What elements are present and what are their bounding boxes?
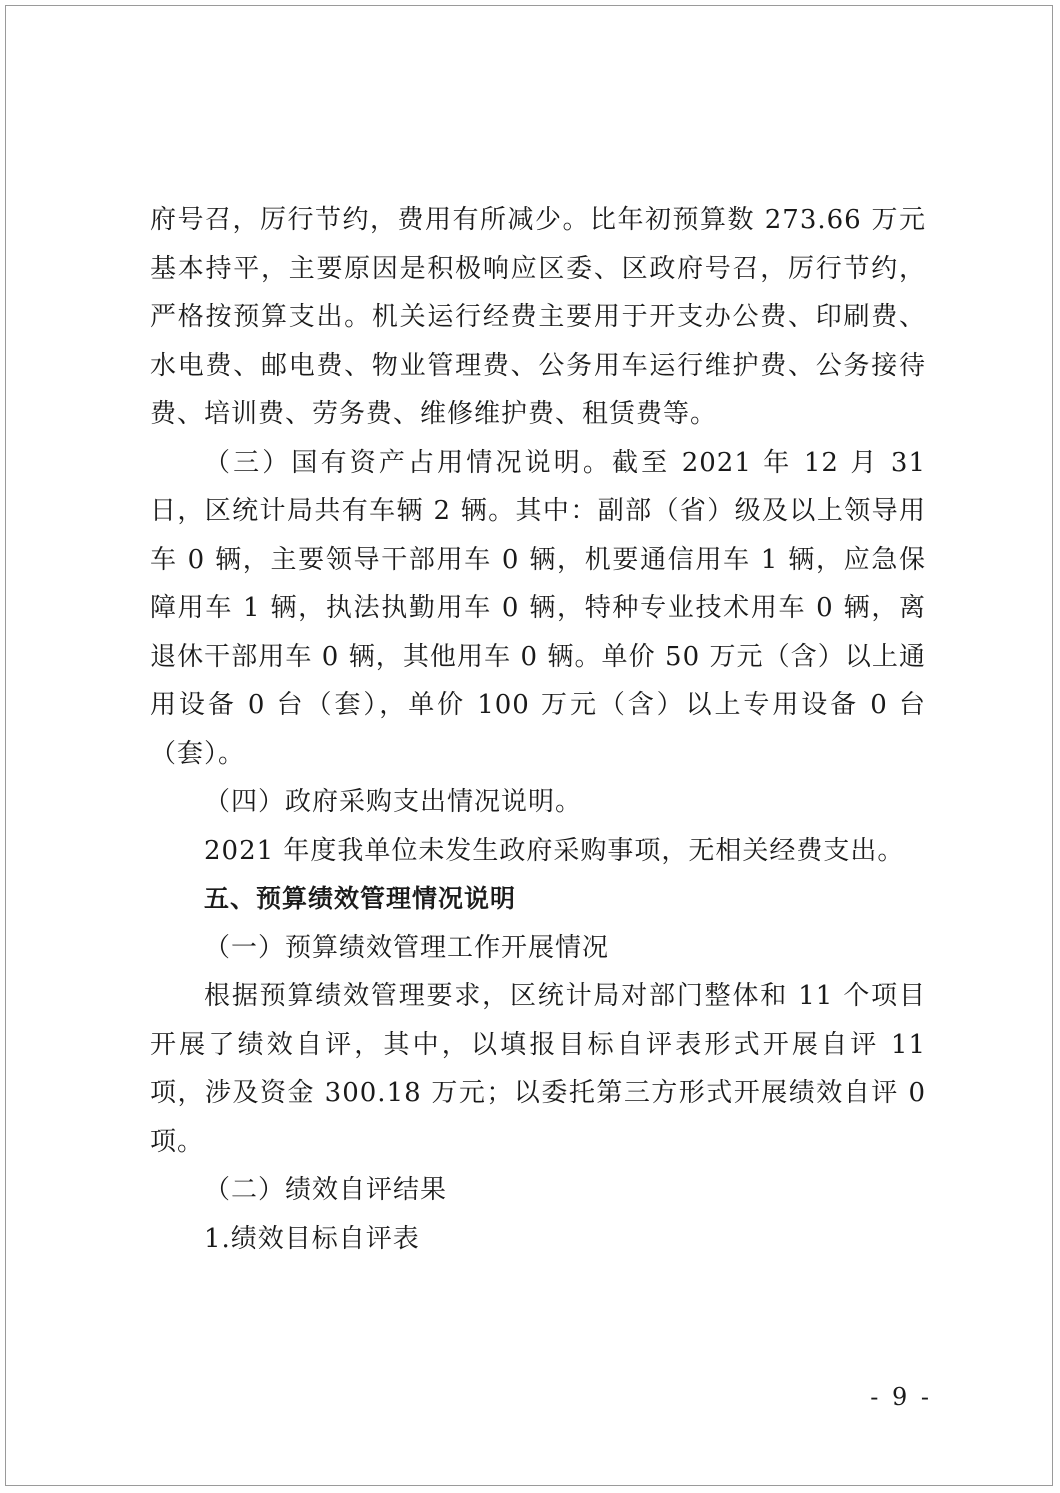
paragraph-state-assets: （三）国有资产占用情况说明。截至 2021 年 12 月 31 日，区统计局共有车辆 2 辆。其中：副部（省）级及以上领导用车 0 辆，主要领导干部用车 0 辆，机要通信用车 1 辆，应急保障用车 1 辆，执法执勤用车 0 辆，特种专业技术用车 0 辆，离退休干部用车 0 辆，其他用车 0 辆。单价 50 万元（含）以上通用设备 0 台（套），单价 100 万元（含）以上专用设备 0 台（套）。 bbox=[150, 447, 926, 769]
document-body bbox=[150, 196, 926, 1263]
paragraph-performance-detail: 根据预算绩效管理要求，区统计局对部门整体和 11 个项目开展了绩效自评，其中，以填报目标自评表形式开展自评 11 项，涉及资金 300.18 万元；以委托第三方形式开展绩效自评 0 项。 bbox=[150, 981, 926, 1157]
subheading-self-evaluation-results: （二）绩效自评结果 bbox=[204, 1175, 448, 1205]
paragraph-procurement-detail: 2021 年度我单位未发生政府采购事项，无相关经费支出。 bbox=[204, 835, 905, 866]
item-goal-evaluation-table: 1.绩效目标自评表 bbox=[204, 1223, 420, 1254]
subheading-performance-work: （一）预算绩效管理工作开展情况 bbox=[204, 932, 610, 963]
page-number: - 9 - bbox=[870, 1383, 932, 1411]
paragraph-procurement-heading: （四）政府采购支出情况说明。 bbox=[204, 787, 583, 817]
section-heading-performance: 五、预算绩效管理情况说明 bbox=[204, 884, 517, 913]
paragraph-office-expense-summary: 府号召，厉行节约，费用有所减少。比年初预算数 273.66 万元基本持平，主要原因是积极响应区委、区政府号召，厉行节约，严格按预算支出。机关运行经费主要用于开支办公费、印刷费、水电费、邮电费、物业管理费、公务用车运行维护费、公务接待费、培训费、劳务费、维修维护费、租赁费等。 bbox=[150, 205, 926, 429]
